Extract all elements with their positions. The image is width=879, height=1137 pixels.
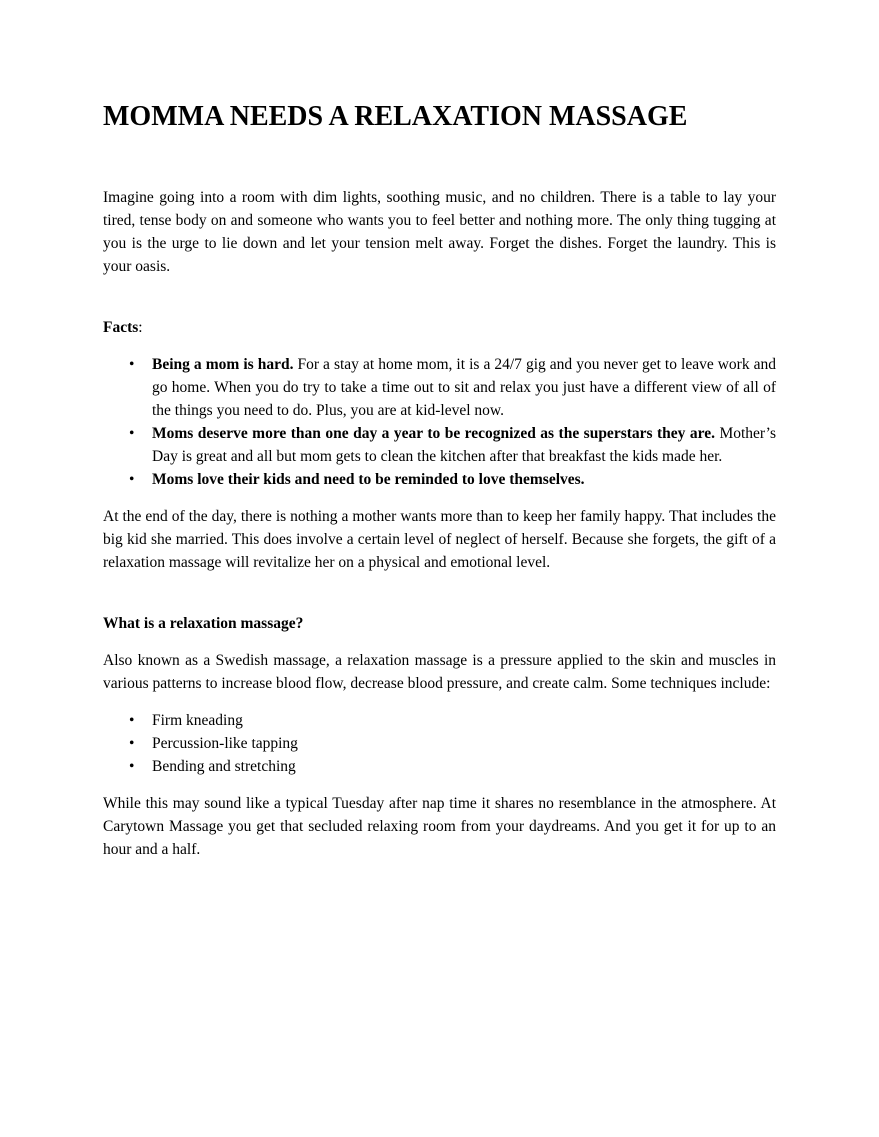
document-title: MOMMA NEEDS A RELAXATION MASSAGE xyxy=(103,101,688,132)
list-item xyxy=(129,732,776,755)
bullet-lead: Moms love their kids and need to be reminded to love themselves. xyxy=(152,471,585,488)
facts-heading-label: Facts xyxy=(103,319,139,336)
bullet-text: For a stay at home mom, it is a 24/7 gig and you never get to leave work and go home. When you do try to take a time out to sit and relax you just have a different view of all of the things you need to do. Plus, you are at kid-level now. xyxy=(152,356,777,419)
list-item xyxy=(129,468,776,491)
list-item xyxy=(129,353,777,422)
bullet-icon: • xyxy=(129,735,135,752)
what-is-closing-paragraph: While this may sound like a typical Tuesday after nap time it shares no resemblance in the atmosphere. At Carytown Massage you get that secluded relaxing room from your daydreams. And you get it for up to an hour and a half. xyxy=(103,795,776,858)
intro-paragraph: Imagine going into a room with dim lights, soothing music, and no children. There is a table to lay your tired, tense body on and someone who wants you to feel better and nothing more. The only thing tugging at you is the urge to lie down and let your tension melt away. Forget the dishes. Forget the laundry. This is your oasis. xyxy=(103,189,776,275)
what-is-intro-paragraph: Also known as a Swedish massage, a relaxation massage is a pressure applied to the skin and muscles in various patterns to increase blood flow, decrease blood pressure, and create calm. Some techniques include: xyxy=(103,652,776,692)
bullet-text: Bending and stretching xyxy=(152,758,296,775)
list-item xyxy=(129,422,777,468)
facts-heading xyxy=(103,316,776,339)
bullet-icon: • xyxy=(129,425,135,442)
bullet-icon: • xyxy=(129,712,135,729)
document-content xyxy=(103,100,776,875)
bullet-text: Firm kneading xyxy=(152,712,243,729)
list-item xyxy=(129,755,776,778)
list-item xyxy=(129,709,776,732)
facts-heading-colon: : xyxy=(138,319,143,336)
bullet-lead: Being a mom is hard. xyxy=(152,356,294,373)
what-is-heading: What is a relaxation massage? xyxy=(103,615,304,632)
bullet-icon: • xyxy=(129,758,135,775)
techniques-list xyxy=(103,709,776,778)
bullet-text: Mother’s Day is great and all but mom gets to clean the kitchen after that breakfast the kids made her. xyxy=(152,425,777,465)
bullet-icon: • xyxy=(129,471,135,488)
facts-closing-paragraph: At the end of the day, there is nothing a mother wants more than to keep her family happy. That includes the big kid she married. This does involve a certain level of neglect of herself. Because she forgets, the gift of a relaxation massage will revitalize her on a physical and emotional level. xyxy=(103,508,776,571)
bullet-text: Percussion-like tapping xyxy=(152,735,298,752)
facts-list xyxy=(103,353,776,491)
bullet-icon: • xyxy=(129,356,135,373)
bullet-lead: Moms deserve more than one day a year to be recognized as the superstars they are. xyxy=(152,425,715,442)
